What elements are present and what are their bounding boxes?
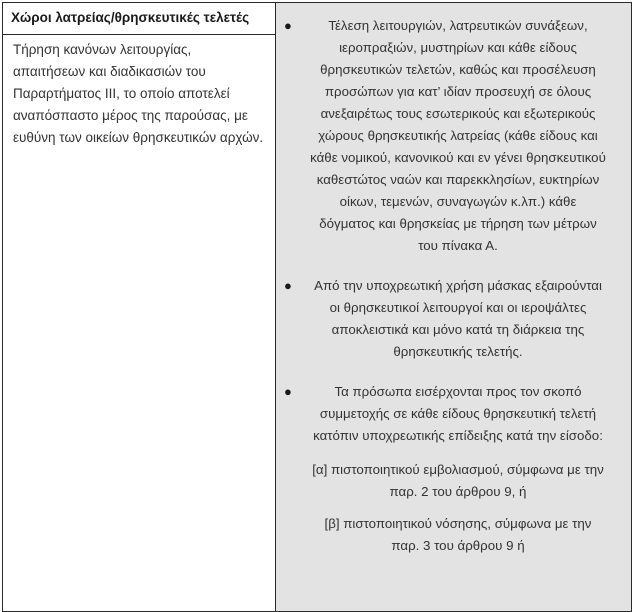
category-heading: Χώροι λατρείας/θρησκευτικές τελετές	[3, 10, 275, 35]
category-column	[3, 3, 276, 611]
sub-item-vaccination: [α] πιστοποιητικού εμβολιασμού, σύμφωνα με την παρ. 2 του άρθρου 9, ή	[312, 462, 604, 499]
sub-item-recovery: [β] πιστοποιητικού νόσησης, σύμφωνα με την παρ. 3 του άρθρου 9 ή	[324, 516, 592, 553]
bullet-text: Τέλεση λειτουργιών, λατρευτικών συνάξεων, ιεροπραξιών, μυστηρίων και κάθε είδους θρησκευτικών τελετών, καθώς και προσέλευση προσώπων για κατ’ ιδίαν προσευχή σε όλους ανεξαιρέτως τους εσωτερικούς και εξωτερικούς χώρους θρησκευτικής λατρείας (κάθε είδους και κάθε νομικού, κανονικού και εν γένει θρησκευτικού καθεστώτος ναών και παρεκκλησίων, ευκτηρίων οίκων, τεμενών, συναγωγών κ.λπ.) κάθε δόγματος και θρησκείας με τήρηση των μέτρων του πίνακα Α.	[310, 18, 606, 253]
list-item	[284, 381, 621, 447]
list-item	[284, 275, 621, 363]
bullet-icon: ●	[284, 18, 292, 33]
measures-column	[276, 3, 631, 611]
bullet-text: Από την υποχρεωτική χρήση μάσκας εξαιρούνται οι θρησκευτικοί λειτουργοί και οι ιεροψάλτες αποκλειστικά και μόνο κατά τη διάρκεια της θρησκευτικής τελετής.	[314, 278, 602, 359]
rules-table	[2, 2, 632, 612]
list-item	[284, 15, 621, 257]
bullet-icon: ●	[284, 278, 292, 293]
bullet-text: Τα πρόσωπα εισέρχονται προς τον σκοπό συμμετοχής σε κάθε είδους θρησκευτική τελετή κατόπιν υποχρεωτικής επίδειξης κατά την είσοδο:	[313, 384, 603, 443]
category-description: Τήρηση κανόνων λειτουργίας, απαιτήσεων και διαδικασιών του Παραρτήματος ΙΙΙ, το οποίο αποτελεί αναπόσπαστο μέρος της παρούσας, με ευθύνη των οικείων θρησκευτικών αρχών.	[13, 42, 264, 145]
bullet-icon: ●	[284, 384, 292, 399]
